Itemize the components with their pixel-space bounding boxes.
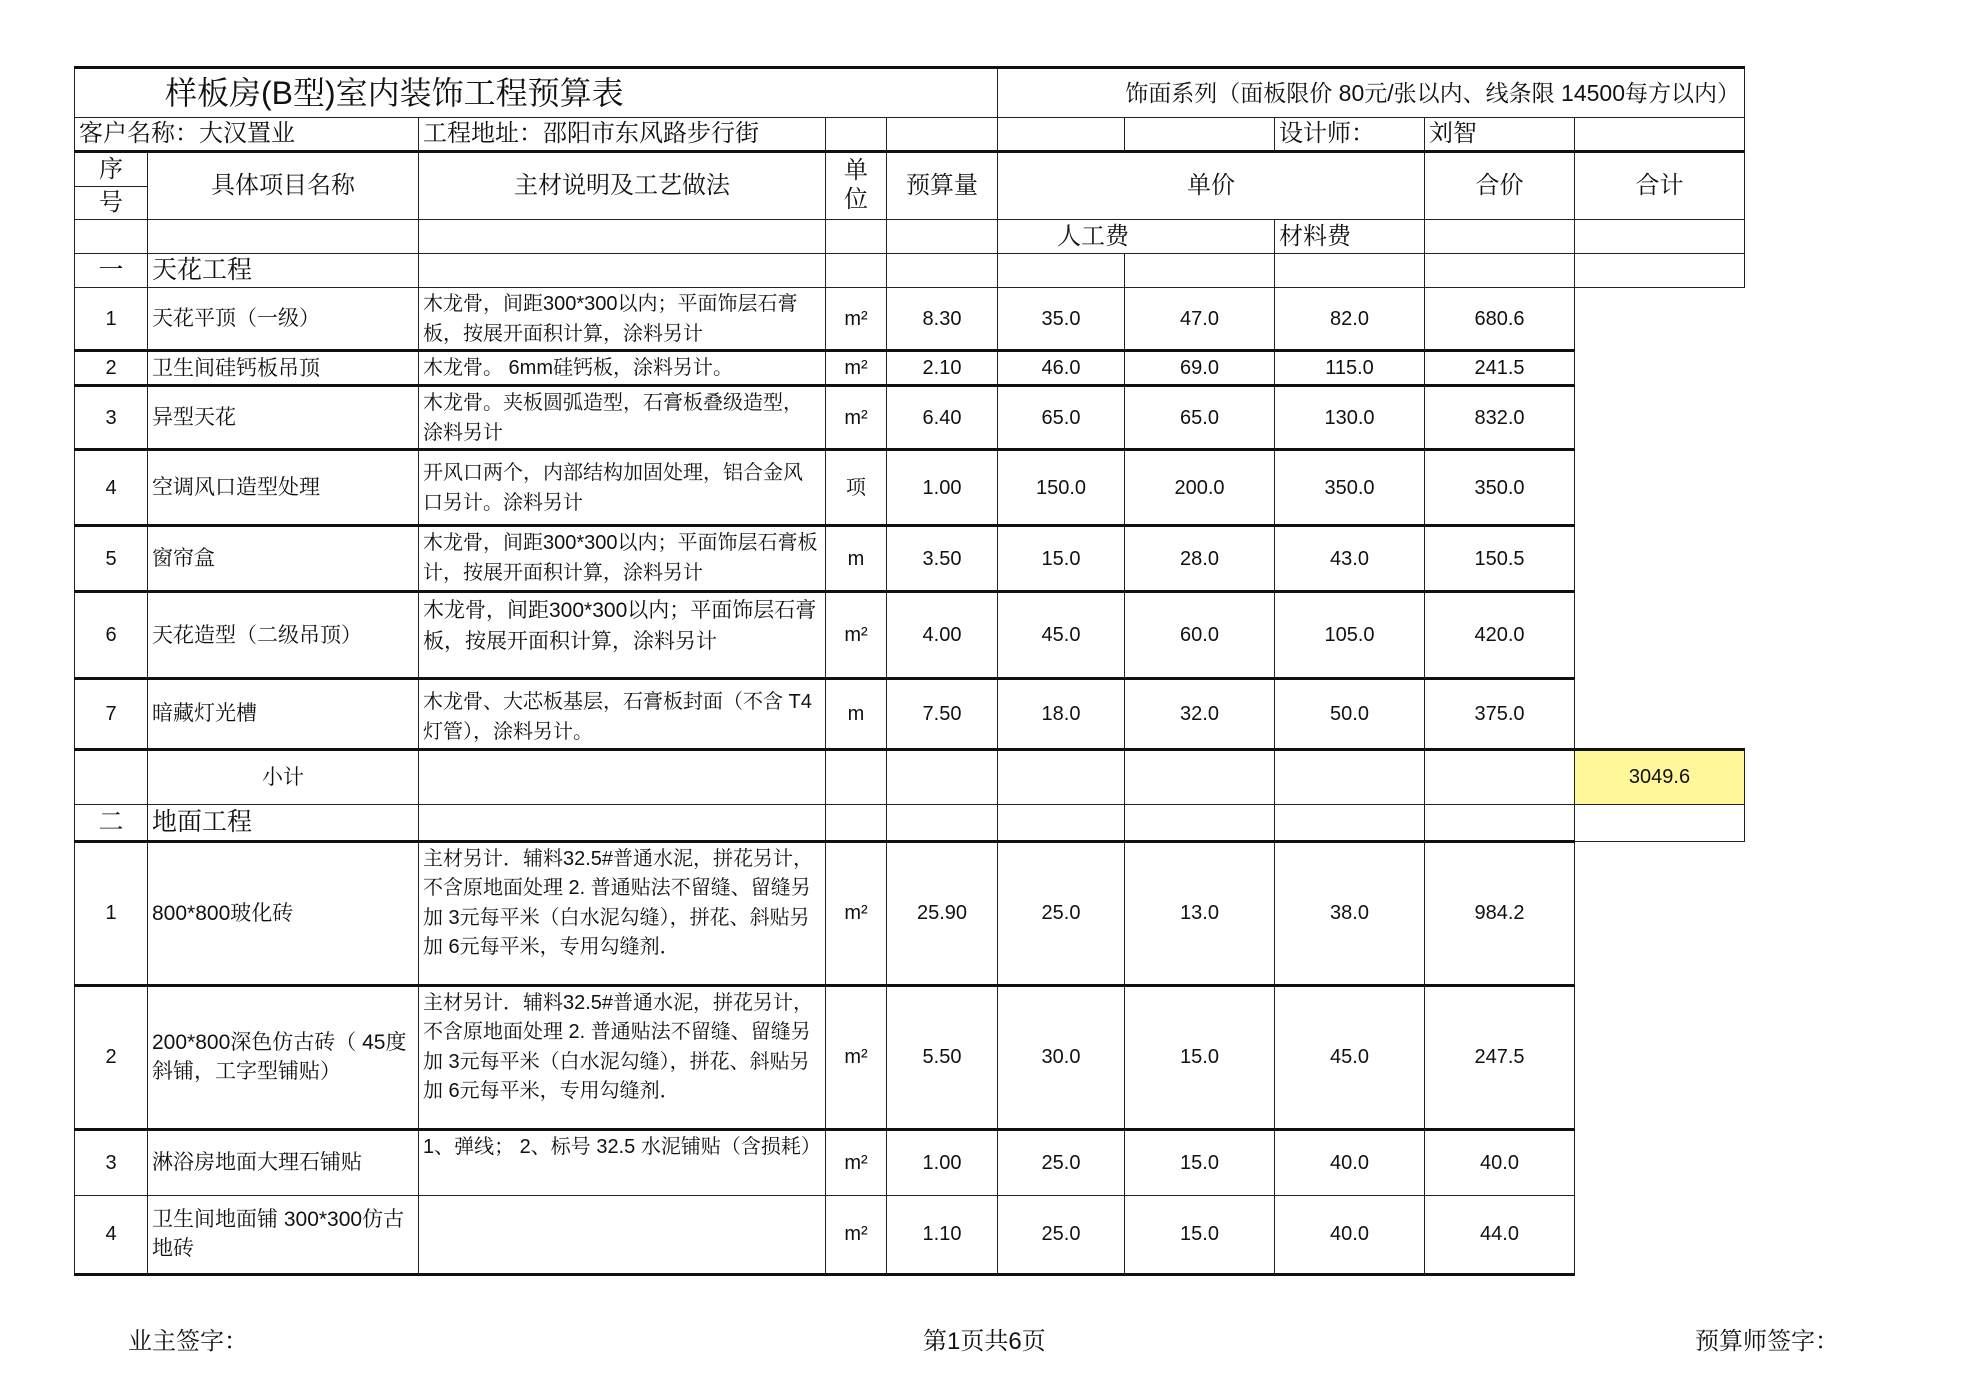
item-total: 44.0	[1425, 1195, 1575, 1274]
page-indicator: 第1页共6页	[923, 1328, 1046, 1355]
section-number: 一	[75, 254, 148, 288]
item-material: 65.0	[1125, 386, 1275, 450]
section-header-floor	[75, 804, 1745, 841]
item-material: 69.0	[1125, 351, 1275, 386]
blank-cell	[887, 118, 998, 152]
title-row	[75, 68, 1745, 118]
subtotal-row	[75, 749, 1745, 804]
item-number: 3	[75, 386, 148, 450]
item-unit: m²	[826, 985, 887, 1129]
item-combined: 130.0	[1275, 386, 1425, 450]
item-qty: 4.00	[887, 592, 998, 679]
item-qty: 8.30	[887, 288, 998, 351]
blank-cell	[998, 118, 1125, 152]
item-material: 15.0	[1125, 985, 1275, 1129]
blank-cell	[1575, 220, 1745, 254]
item-combined: 350.0	[1275, 450, 1425, 526]
item-material: 28.0	[1125, 526, 1275, 592]
item-total: 375.0	[1425, 679, 1575, 749]
item-name: 800*800玻化砖	[148, 841, 419, 985]
item-unit: m²	[826, 288, 887, 351]
item-name: 200*800深色仿古砖（ 45度斜铺，工字型铺贴）	[148, 985, 419, 1129]
blank-cell	[887, 220, 998, 254]
blank-cell	[826, 749, 887, 804]
item-name: 空调风口造型处理	[148, 450, 419, 526]
item-desc: 木龙骨。夹板圆弧造型，石膏板叠级造型，涂料另计	[419, 386, 826, 450]
item-desc: 主材另计．辅料32.5#普通水泥，拼花另计，不含原地面处理 2. 普通贴法不留缝、留缝另加 3元每平米（白水泥勾缝），拼花、斜贴另加 6元每平米，专用勾缝剂．	[419, 841, 826, 985]
item-unit: m²	[826, 841, 887, 985]
item-labor: 45.0	[998, 592, 1125, 679]
item-combined: 40.0	[1275, 1195, 1425, 1274]
blank-cell	[419, 749, 826, 804]
col-combined-price: 合价	[1425, 152, 1575, 220]
item-qty: 1.10	[887, 1195, 998, 1274]
table-row	[75, 1129, 1745, 1195]
blank-cell	[1575, 118, 1745, 152]
item-combined: 115.0	[1275, 351, 1425, 386]
section-title: 天花工程	[148, 254, 419, 288]
table-row	[75, 679, 1745, 749]
item-material: 13.0	[1125, 841, 1275, 985]
item-unit: m²	[826, 592, 887, 679]
item-unit: m	[826, 526, 887, 592]
item-qty: 5.50	[887, 985, 998, 1129]
item-qty: 7.50	[887, 679, 998, 749]
item-qty: 6.40	[887, 386, 998, 450]
blank-cell	[1125, 804, 1275, 841]
item-material: 60.0	[1125, 592, 1275, 679]
item-number: 2	[75, 985, 148, 1129]
col-unit: 单位	[826, 152, 887, 220]
subtotal-label: 小计	[148, 749, 419, 804]
table-row	[75, 985, 1745, 1129]
item-unit: m²	[826, 351, 887, 386]
owner-signature-label: 业主签字：	[128, 1328, 248, 1355]
section-number: 二	[75, 804, 148, 841]
item-total: 832.0	[1425, 386, 1575, 450]
item-name: 卫生间地面铺 300*300仿古地砖	[148, 1195, 419, 1274]
item-combined: 45.0	[1275, 985, 1425, 1129]
blank-cell	[419, 220, 826, 254]
budget-table	[74, 66, 1745, 1276]
item-labor: 15.0	[998, 526, 1125, 592]
item-labor: 25.0	[998, 1129, 1125, 1195]
blank-cell	[826, 254, 887, 288]
item-qty: 2.10	[887, 351, 998, 386]
item-unit: m	[826, 679, 887, 749]
item-combined: 82.0	[1275, 288, 1425, 351]
item-combined: 105.0	[1275, 592, 1425, 679]
section-title: 地面工程	[148, 804, 419, 841]
item-desc: 木龙骨，间距300*300以内；平面饰层石膏板计，按展开面积计算，涂料另计	[419, 526, 826, 592]
section-header-ceiling	[75, 254, 1745, 288]
item-material: 47.0	[1125, 288, 1275, 351]
table-row	[75, 351, 1745, 386]
col-labor-cost: 人工费	[998, 220, 1275, 254]
blank-cell	[1425, 254, 1575, 288]
item-labor: 25.0	[998, 1195, 1125, 1274]
item-qty: 1.00	[887, 450, 998, 526]
item-material: 15.0	[1125, 1195, 1275, 1274]
item-labor: 65.0	[998, 386, 1125, 450]
item-combined: 40.0	[1275, 1129, 1425, 1195]
item-number: 1	[75, 288, 148, 351]
estimator-signature-label: 预算师签字：	[1695, 1328, 1839, 1355]
item-labor: 35.0	[998, 288, 1125, 351]
blank-cell	[75, 749, 148, 804]
item-combined: 50.0	[1275, 679, 1425, 749]
info-row	[75, 118, 1745, 152]
item-desc: 木龙骨，间距300*300以内；平面饰层石膏板，按展开面积计算，涂料另计	[419, 592, 826, 679]
item-material: 15.0	[1125, 1129, 1275, 1195]
item-number: 7	[75, 679, 148, 749]
item-name: 淋浴房地面大理石铺贴	[148, 1129, 419, 1195]
item-number: 2	[75, 351, 148, 386]
item-total: 984.2	[1425, 841, 1575, 985]
blank-cell	[826, 118, 887, 152]
item-number: 5	[75, 526, 148, 592]
blank-cell	[1425, 804, 1575, 841]
blank-cell	[419, 804, 826, 841]
material-limit-note: 饰面系列（面板限价 80元/张以内、线条限 14500每方以内）	[998, 68, 1745, 118]
item-total: 350.0	[1425, 450, 1575, 526]
blank-cell	[887, 254, 998, 288]
item-number: 3	[75, 1129, 148, 1195]
item-material: 200.0	[1125, 450, 1275, 526]
item-name: 异型天花	[148, 386, 419, 450]
blank-cell	[419, 254, 826, 288]
item-unit: m²	[826, 1195, 887, 1274]
item-desc: 1、弹线； 2、标号 32.5 水泥铺贴（含损耗）	[419, 1129, 826, 1195]
item-desc	[419, 1195, 826, 1274]
blank-cell	[887, 749, 998, 804]
item-total: 40.0	[1425, 1129, 1575, 1195]
item-name: 暗藏灯光槽	[148, 679, 419, 749]
item-combined: 43.0	[1275, 526, 1425, 592]
item-number: 4	[75, 1195, 148, 1274]
blank-cell	[1275, 749, 1425, 804]
item-desc: 木龙骨、大芯板基层，石膏板封面（不含 T4灯管），涂料另计。	[419, 679, 826, 749]
subheader-row	[75, 220, 1745, 254]
col-unit-price: 单价	[998, 152, 1425, 220]
table-row	[75, 592, 1745, 679]
item-name: 天花造型（二级吊顶）	[148, 592, 419, 679]
blank-cell	[75, 220, 148, 254]
blank-cell	[998, 749, 1125, 804]
table-row	[75, 450, 1745, 526]
item-desc: 开风口两个，内部结构加固处理，铝合金风口另计。涂料另计	[419, 450, 826, 526]
item-unit: m²	[826, 1129, 887, 1195]
blank-cell	[148, 220, 419, 254]
col-total: 合计	[1575, 152, 1745, 220]
blank-cell	[887, 804, 998, 841]
item-unit: 项	[826, 450, 887, 526]
table-row	[75, 526, 1745, 592]
blank-cell	[826, 804, 887, 841]
item-number: 1	[75, 841, 148, 985]
item-qty: 3.50	[887, 526, 998, 592]
blank-cell	[826, 220, 887, 254]
col-material-desc: 主材说明及工艺做法	[419, 152, 826, 220]
blank-cell	[998, 804, 1125, 841]
col-material-cost: 材料费	[1275, 220, 1425, 254]
item-total: 247.5	[1425, 985, 1575, 1129]
blank-cell	[1575, 804, 1745, 841]
designer-name: 刘智	[1425, 118, 1575, 152]
column-header-row	[75, 152, 1745, 187]
item-total: 241.5	[1425, 351, 1575, 386]
item-labor: 30.0	[998, 985, 1125, 1129]
col-quantity: 预算量	[887, 152, 998, 220]
item-unit: m²	[826, 386, 887, 450]
table-row	[75, 1195, 1745, 1274]
blank-cell	[998, 254, 1125, 288]
item-combined: 38.0	[1275, 841, 1425, 985]
item-desc: 主材另计．辅料32.5#普通水泥，拼花另计，不含原地面处理 2. 普通贴法不留缝、留缝另加 3元每平米（白水泥勾缝），拼花、斜贴另加 6元每平米，专用勾缝剂．	[419, 985, 826, 1129]
item-labor: 150.0	[998, 450, 1125, 526]
item-labor: 25.0	[998, 841, 1125, 985]
item-qty: 1.00	[887, 1129, 998, 1195]
col-item-name: 具体项目名称	[148, 152, 419, 220]
item-name: 窗帘盒	[148, 526, 419, 592]
item-name: 卫生间硅钙板吊顶	[148, 351, 419, 386]
col-seq-top: 序	[75, 152, 148, 187]
item-name: 天花平顶（一级）	[148, 288, 419, 351]
client-name: 客户名称：大汉置业	[75, 118, 419, 152]
table-row	[75, 841, 1745, 985]
blank-cell	[1125, 749, 1275, 804]
item-desc: 木龙骨，间距300*300以内；平面饰层石膏板，按展开面积计算，涂料另计	[419, 288, 826, 351]
item-total: 420.0	[1425, 592, 1575, 679]
item-qty: 25.90	[887, 841, 998, 985]
item-number: 6	[75, 592, 148, 679]
blank-cell	[1575, 254, 1745, 288]
blank-cell	[1125, 254, 1275, 288]
col-seq-bottom: 号	[75, 187, 148, 220]
project-address: 工程地址：邵阳市东风路步行街	[419, 118, 826, 152]
table-row	[75, 288, 1745, 351]
blank-cell	[1425, 220, 1575, 254]
subtotal-value: 3049.6	[1575, 749, 1745, 804]
item-desc: 木龙骨。 6mm硅钙板，涂料另计。	[419, 351, 826, 386]
blank-cell	[1275, 254, 1425, 288]
item-labor: 18.0	[998, 679, 1125, 749]
item-labor: 46.0	[998, 351, 1125, 386]
designer-label: 设计师：	[1275, 118, 1425, 152]
blank-cell	[1125, 118, 1275, 152]
blank-cell	[1275, 804, 1425, 841]
sheet-title: 样板房(B型)室内装饰工程预算表	[75, 68, 998, 118]
item-material: 32.0	[1125, 679, 1275, 749]
item-total: 680.6	[1425, 288, 1575, 351]
table-row	[75, 386, 1745, 450]
item-number: 4	[75, 450, 148, 526]
item-total: 150.5	[1425, 526, 1575, 592]
blank-cell	[1425, 749, 1575, 804]
